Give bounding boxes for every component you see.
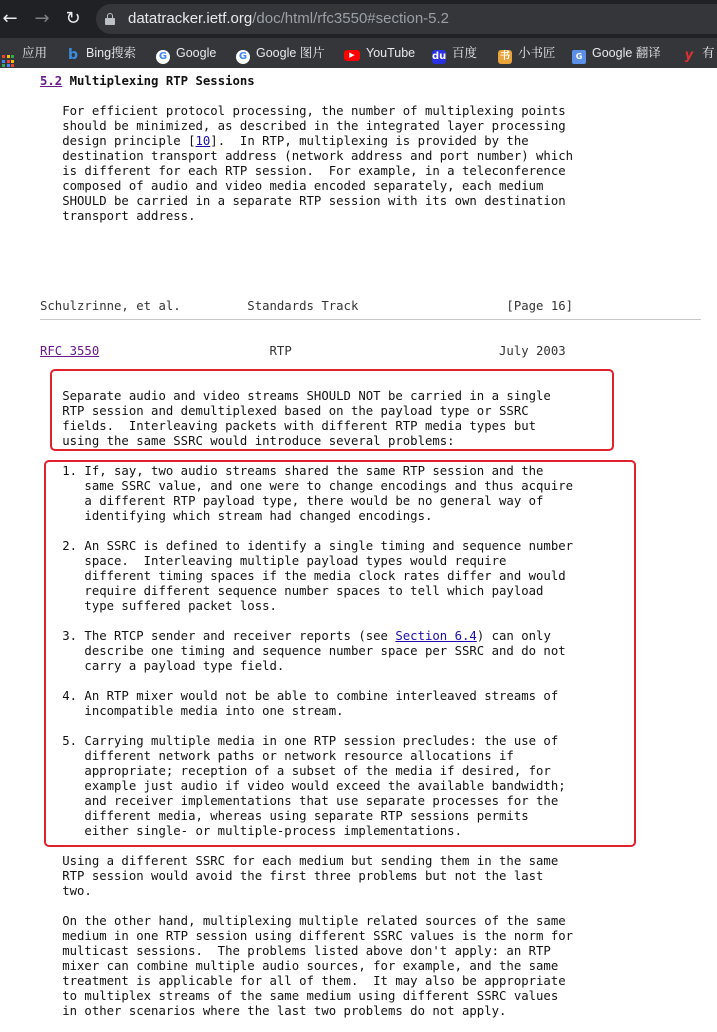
para4-line: multicast sessions. The problems listed above don't apply: an RTP [40, 944, 551, 958]
list-item-line: 1. If, say, two audio streams shared the same RTP session and the [40, 464, 544, 478]
para2-line: Separate audio and video streams SHOULD NOT be carried in a single [40, 389, 551, 403]
para4-line: treatment is applicable for all of them. It may also be appropriate [40, 974, 566, 988]
page-header [40, 344, 566, 359]
back-arrow-icon[interactable]: ← [2, 8, 18, 29]
bookmark-youtube[interactable] [344, 45, 415, 61]
list-item-line: carry a payload type field. [40, 659, 285, 673]
para1-line: For efficient protocol processing, the number of multiplexing points [40, 104, 566, 118]
para4-line: On the other hand, multiplexing multiple related sources of the same [40, 914, 566, 928]
list-item-line [40, 629, 551, 644]
para2-line: using the same SSRC would introduce several problems: [40, 434, 455, 448]
reload-icon[interactable]: ↻ [65, 8, 81, 29]
para1-line [40, 134, 529, 149]
bookmark-google[interactable] [156, 45, 216, 61]
apps-grid-icon [2, 55, 14, 67]
para3-line: two. [40, 884, 92, 898]
google-icon: G [236, 50, 250, 64]
bookmark-apps[interactable] [2, 45, 47, 61]
google-icon: G [156, 50, 170, 64]
list-item-line: either single- or multiple-process implementations. [40, 824, 462, 838]
list-item-line: incompatible media into one stream. [40, 704, 344, 718]
url-text[interactable] [128, 10, 449, 28]
para1-line: destination transport address (network address and port number) which [40, 149, 574, 163]
list-item-line: 5. Carrying multiple media in one RTP session precludes: the use of [40, 734, 559, 748]
list-item-text: ) can only [476, 629, 551, 643]
google-translate-icon: G [572, 50, 586, 64]
list-item-line: example just audio if video would exceed the available bandwidth; [40, 779, 566, 793]
bookmark-label: Google 图片 [256, 46, 325, 60]
section-number-link[interactable]: 5.2 [40, 74, 63, 88]
section-heading [40, 74, 255, 89]
bookmark-baidu[interactable] [432, 45, 477, 61]
para4-line: to multiplex streams of the same medium using different SSRC values [40, 989, 559, 1003]
url-host: datatracker.ietf.org [128, 10, 253, 27]
page-header-text: RTP July 2003 [99, 344, 566, 358]
para1-line: SHOULD be carried in a separate RTP session with its own destination [40, 194, 566, 208]
rfc-link[interactable]: RFC 3550 [40, 344, 100, 358]
browser-toolbar [0, 0, 717, 38]
bookmark-label: 应用 [22, 46, 48, 60]
bookmark-label: Google [176, 46, 217, 60]
para1-text: design principle [ [40, 134, 196, 148]
xiaoshujiang-icon: 书 [500, 51, 510, 62]
bookmark-label: 百度 [452, 46, 478, 60]
y-icon: y [684, 48, 694, 63]
para4-line: medium in one RTP session using different SSRC values is the norm for [40, 929, 574, 943]
list-item-line: require different sequence number spaces to tell which payload [40, 584, 544, 598]
list-item-line: type suffered packet loss. [40, 599, 277, 613]
forward-arrow-icon[interactable]: → [34, 8, 50, 29]
para1-line: should be minimized, as described in the integrated layer processing [40, 119, 566, 133]
bookmarks-bar [0, 38, 717, 68]
baidu-icon: du [432, 51, 447, 62]
bookmark-label: YouTube [366, 46, 416, 60]
list-item-line: 2. An SSRC is defined to identify a single timing and sequence number [40, 539, 574, 553]
page-break-divider [40, 319, 701, 320]
section-6-4-link[interactable]: Section 6.4 [395, 629, 477, 643]
para1-line: is different for each RTP session. For example, in a teleconference [40, 164, 566, 178]
rfc-document [0, 68, 717, 1032]
bookmark-xiaoshujiang[interactable] [498, 45, 556, 61]
para4-line: in other scenarios where the last two problems do not apply. [40, 1004, 507, 1018]
bookmark-bing[interactable] [66, 45, 136, 61]
list-item-line: a different RTP payload type, there would be no general way of [40, 494, 544, 508]
bookmark-label: 小书匠 [518, 46, 556, 60]
para1-text: ]. In RTP, multiplexing is provided by the [210, 134, 529, 148]
list-item-line: describe one timing and sequence number space per SSRC and do not [40, 644, 566, 658]
lock-icon[interactable] [105, 13, 115, 25]
list-item-line: different timing spaces if the media clock rates differ and would [40, 569, 566, 583]
url-path: /doc/html/rfc3550#section-5.2 [252, 10, 450, 27]
list-item-line: and receiver implementations that use separate processes for the [40, 794, 559, 808]
para1-line: composed of audio and video media encoded separately, each medium [40, 179, 544, 193]
section-title: Multiplexing RTP Sessions [62, 74, 255, 88]
para2-line: fields. Interleaving packets with different RTP media types but [40, 419, 537, 433]
para2-line: RTP session and demultiplexed based on the payload type or SSRC [40, 404, 529, 418]
list-item-line: appropriate; reception of a subset of the media if desired, for [40, 764, 551, 778]
list-item-text: 3. The RTCP sender and receiver reports (see [40, 629, 396, 643]
list-item-line: different media, whereas using separate RTP sessions permits [40, 809, 529, 823]
list-item-line: different network paths or network resource allocations if [40, 749, 514, 763]
youtube-icon: ▶ [344, 50, 360, 61]
bookmark-label: 有 [702, 46, 715, 60]
bookmark-label: Bing搜索 [86, 46, 137, 60]
bookmark-y[interactable] [682, 45, 715, 61]
reference-10-link[interactable]: 10 [195, 134, 211, 148]
para1-line: transport address. [40, 209, 196, 223]
bing-icon: b [67, 47, 79, 63]
list-item-line: 4. An RTP mixer would not be able to combine interleaved streams of [40, 689, 559, 703]
bookmark-google-images[interactable] [236, 45, 325, 61]
list-item-line: identifying which stream had changed encodings. [40, 509, 433, 523]
address-bar[interactable] [96, 4, 717, 34]
list-item-line: space. Interleaving multiple payload types would require [40, 554, 507, 568]
para3-line: Using a different SSRC for each medium but sending them in the same [40, 854, 559, 868]
bookmark-label: Google 翻译 [592, 46, 661, 60]
page-footer: Schulzrinne, et al. Standards Track [Page 16] [40, 299, 574, 313]
para4-line: mixer can combine multiple audio sources, for example, and the same [40, 959, 559, 973]
para3-line: RTP session would avoid the first three problems but not the last [40, 869, 544, 883]
list-item-line: same SSRC value, and one were to change encodings and thus acquire [40, 479, 574, 493]
bookmark-google-translate[interactable] [572, 45, 661, 61]
